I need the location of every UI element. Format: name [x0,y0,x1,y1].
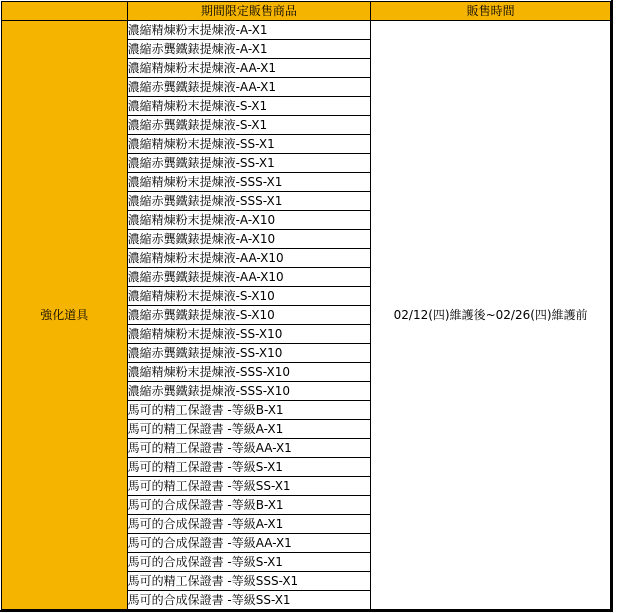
item-name-cell: 濃縮赤龔鐵錶提煉液-SS-X10 [127,344,371,363]
item-name-cell: 馬可的精工保證書 -等級SS-X1 [127,477,371,496]
item-name-cell: 馬可的合成保證書 -等級A-X1 [127,515,371,534]
item-name-cell: 濃縮精煉粉末提煉液-SS-X10 [127,325,371,344]
item-name-cell: 馬可的精工保證書 -等級A-X1 [127,420,371,439]
item-name-cell: 濃縮精煉粉末提煉液-S-X1 [127,97,371,116]
item-name-cell: 濃縮赤龔鐵錶提煉液-AA-X10 [127,268,371,287]
item-name-cell: 馬可的合成保證書 -等級SS-X1 [127,591,371,610]
header-period-cell: 販售時間 [371,2,611,21]
header-category-cell [2,2,128,21]
item-name-cell: 馬可的合成保證書 -等級S-X1 [127,553,371,572]
item-name-cell: 濃縮精煉粉末提煉液-SS-X1 [127,135,371,154]
item-name-cell: 馬可的精工保證書 -等級AA-X1 [127,439,371,458]
limited-sale-table [1,1,611,610]
item-name-cell: 馬可的精工保證書 -等級SSS-X1 [127,572,371,591]
item-name-cell: 濃縮赤龔鐵錶提煉液-AA-X1 [127,78,371,97]
item-name-cell: 濃縮赤龔鐵錶提煉液-SSS-X1 [127,192,371,211]
item-name-cell: 馬可的合成保證書 -等級AA-X1 [127,534,371,553]
item-name-cell: 馬可的精工保證書 -等級B-X1 [127,401,371,420]
item-name-cell: 濃縮赤龔鐵錶提煉液-SSS-X10 [127,382,371,401]
header-row [2,2,611,21]
sale-period-cell: 02/12(四)維護後~02/26(四)維護前 [371,21,611,610]
category-cell: 強化道具 [2,21,128,610]
item-name-cell: 濃縮精煉粉末提煉液-SSS-X1 [127,173,371,192]
item-name-cell: 濃縮精煉粉末提煉液-AA-X1 [127,59,371,78]
item-name-cell: 馬可的合成保證書 -等級B-X1 [127,496,371,515]
item-name-cell: 濃縮精煉粉末提煉液-SSS-X10 [127,363,371,382]
item-name-cell: 濃縮精煉粉末提煉液-S-X10 [127,287,371,306]
table-row [2,21,611,40]
header-items-cell: 期間限定販售商品 [127,2,371,21]
item-name-cell: 濃縮赤龔鐵錶提煉液-S-X1 [127,116,371,135]
item-name-cell: 濃縮精煉粉末提煉液-A-X10 [127,211,371,230]
item-name-cell: 濃縮赤龔鐵錶提煉液-SS-X1 [127,154,371,173]
item-name-cell: 濃縮精煉粉末提煉液-A-X1 [127,21,371,40]
item-name-cell: 濃縮赤龔鐵錶提煉液-S-X10 [127,306,371,325]
item-name-cell: 濃縮赤龔鐵錶提煉液-A-X10 [127,230,371,249]
item-name-cell: 濃縮赤龔鐵錶提煉液-A-X1 [127,40,371,59]
item-name-cell: 馬可的精工保證書 -等級S-X1 [127,458,371,477]
item-name-cell: 濃縮精煉粉末提煉液-AA-X10 [127,249,371,268]
